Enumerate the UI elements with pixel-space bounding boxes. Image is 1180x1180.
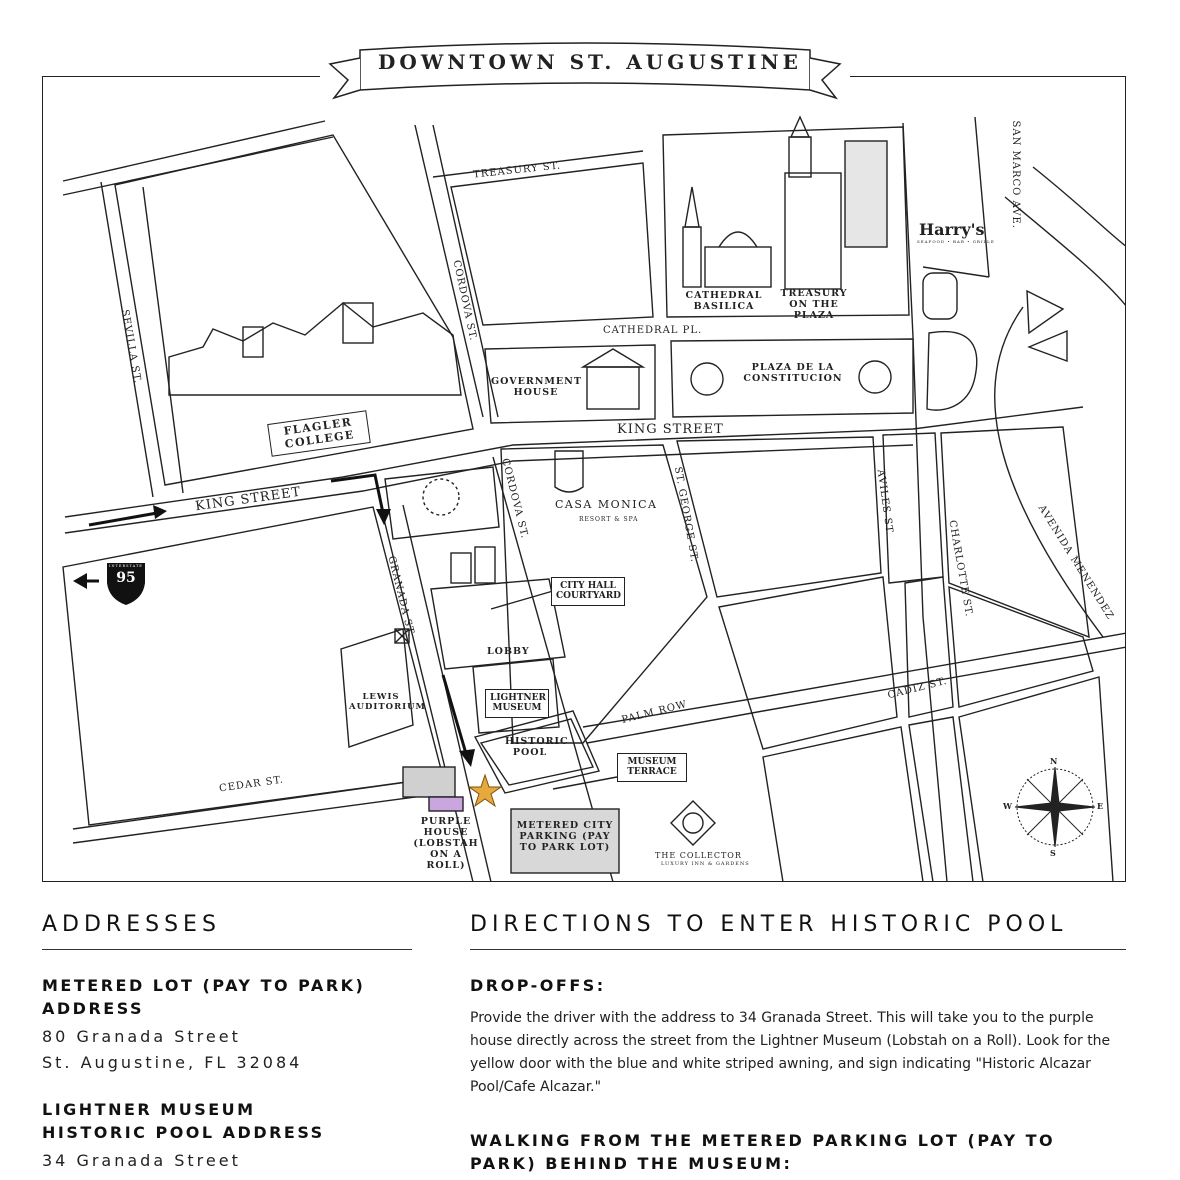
street-st-george: ST. GEORGE ST. [671, 465, 700, 564]
street-cadiz: CADIZ ST. [886, 675, 949, 702]
cutoff-header-fragment [0, 0, 1180, 10]
casa-monica-label: CASA MONICA [555, 498, 658, 511]
street-palm-row: PALM ROW [620, 699, 689, 726]
metered-parking-label: METERED CITY PARKING (PAY TO PARK LOT) [516, 820, 614, 853]
historic-pool-label: HISTORIC POOL [505, 736, 569, 758]
street-king-west: KING STREET [194, 484, 303, 515]
dropoffs-title: DROP-OFFS: [470, 976, 606, 995]
casa-monica-sub-label: RESORT & SPA [579, 516, 639, 523]
street-san-marco: SAN MARCO AVE. [1009, 120, 1021, 229]
compass-w: W [1003, 801, 1013, 811]
street-avenida-menendez: AVENIDA MENENDEZ [1035, 503, 1116, 622]
government-house-label: GOVERNMENT HOUSE [491, 376, 582, 398]
purple-house-label: PURPLE HOUSE (LOBSTAH ON A ROLL) [413, 816, 479, 871]
compass-s: S [1050, 848, 1057, 858]
harrys-sub-label: SEAFOOD • BAR • GRILLE [917, 239, 995, 244]
map-title: DOWNTOWN ST. AUGUSTINE [378, 50, 802, 74]
street-cordova-upper: CORDOVA ST. [450, 259, 479, 343]
harrys-logo: Harry's [919, 220, 985, 239]
street-cedar: CEDAR ST. [218, 774, 285, 795]
the-collector-sub-label: LUXURY INN & GARDENS [661, 861, 750, 867]
interstate-number: 95 [116, 570, 136, 586]
the-collector-label: THE COLLECTOR [655, 851, 742, 860]
dropoffs-text: Provide the driver with the address to 34 Granada Street. This will take you to the purple house directly across the street from the Lightner Museum (Lobstah on a Roll). Look for the yellow door with the blue and white striped awning, and sign indicating "Historic Alcazar Pool/Cafe Alcazar." [470, 1010, 1111, 1096]
lobby-label: LOBBY [487, 646, 530, 657]
metered-lot-title: METERED LOT (PAY TO PARK) ADDRESS [42, 976, 366, 1019]
lewis-auditorium-label: LEWIS AUDITORIUM [349, 692, 426, 712]
pool-entrance-star [469, 775, 501, 806]
street-charlotte: CHARLOTTE ST. [946, 519, 975, 619]
downtown-map [42, 76, 1126, 882]
street-sevilla: SEVILLA ST. [118, 308, 143, 385]
city-hall-courtyard-label: CITY HALL COURTYARD [551, 577, 625, 606]
interstate-label: INTERSTATE [109, 564, 143, 568]
pool-address-line1: 34 Granada Street [42, 1150, 241, 1170]
addresses-section [42, 912, 412, 1174]
museum-terrace-label: MUSEUM TERRACE [617, 753, 687, 782]
cathedral-basilica-label: CATHEDRAL BASILICA [685, 290, 763, 312]
compass-rose [1015, 767, 1095, 847]
compass-e: E [1097, 801, 1105, 811]
metered-lot-line1: 80 Granada Street [42, 1027, 241, 1047]
street-treasury: TREASURY ST. [472, 160, 562, 181]
metered-lot-line2: St. Augustine, FL 32084 [42, 1052, 303, 1072]
street-cordova-lower: CORDOVA ST. [499, 457, 530, 541]
street-king-east: KING STREET [617, 422, 724, 437]
street-granada: GRANADA ST. [385, 554, 417, 639]
directions-heading: DIRECTIONS TO ENTER HISTORIC POOL [470, 912, 1126, 950]
street-aviles: AVILES ST. [874, 468, 895, 537]
map-title-banner [320, 36, 850, 120]
walking-title: WALKING FROM THE METERED PARKING LOT (PAY TO PARK) BEHIND THE MUSEUM: [470, 1131, 1056, 1174]
lightner-museum-label: LIGHTNER MUSEUM [485, 689, 549, 718]
compass-n: N [1050, 756, 1059, 766]
street-cathedral-pl: CATHEDRAL PL. [603, 325, 703, 336]
pool-address-title-line1: LIGHTNER MUSEUM [42, 1099, 256, 1119]
addresses-heading: ADDRESSES [42, 912, 412, 950]
pool-address-title-line2: HISTORIC POOL ADDRESS [42, 1122, 325, 1142]
map-street-lines [43, 77, 1126, 882]
directions-section [470, 912, 1126, 1176]
treasury-plaza-label: TREASURY ON THE PLAZA [780, 288, 848, 321]
flagler-college-label: FLAGLER COLLEGE [267, 410, 371, 457]
plaza-constitucion-label: PLAZA DE LA CONSTITUCION [743, 362, 843, 384]
cathedral-side-block [845, 141, 887, 247]
